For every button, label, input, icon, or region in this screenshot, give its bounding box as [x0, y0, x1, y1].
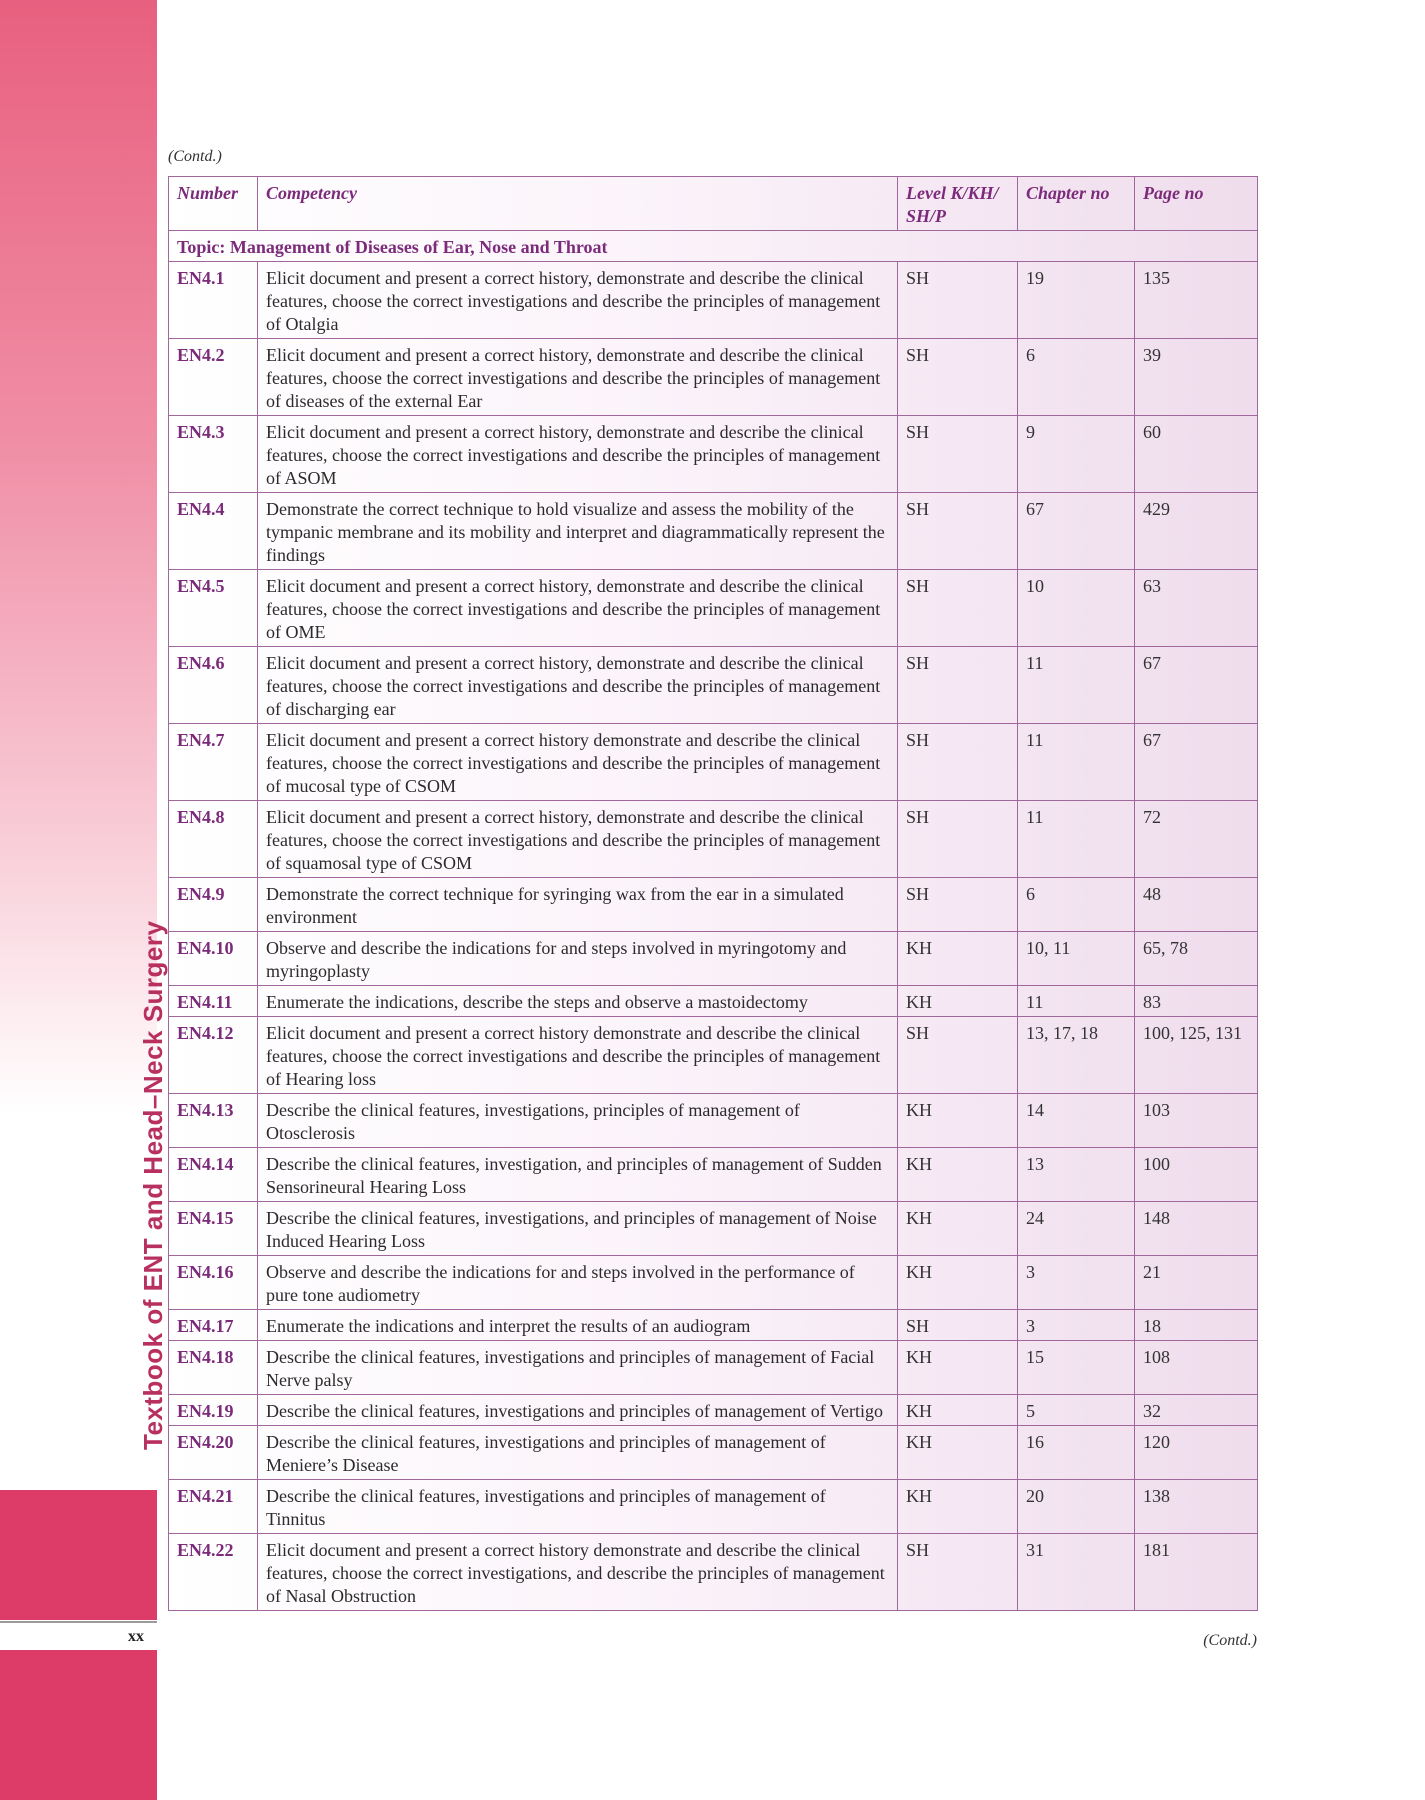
cell-page: 181 — [1135, 1534, 1258, 1611]
cell-page: 100 — [1135, 1148, 1258, 1202]
cell-chapter: 11 — [1018, 801, 1135, 878]
cell-competency: Elicit document and present a correct history demonstrate and describe the clinical features, choose the correct investigations and describe the principles of management of mucosal type of CSOM — [258, 724, 898, 801]
cell-competency: Describe the clinical features, investigations and principles of management of Vertigo — [258, 1395, 898, 1426]
cell-number: EN4.4 — [169, 493, 258, 570]
cell-competency: Describe the clinical features, investigations, principles of management of Otosclerosis — [258, 1094, 898, 1148]
cell-chapter: 20 — [1018, 1480, 1135, 1534]
cell-competency: Describe the clinical features, investigations, and principles of management of Noise Induced Hearing Loss — [258, 1202, 898, 1256]
cell-competency: Demonstrate the correct technique for syringing wax from the ear in a simulated environment — [258, 878, 898, 932]
cell-page: 32 — [1135, 1395, 1258, 1426]
cell-chapter: 5 — [1018, 1395, 1135, 1426]
cell-number: EN4.20 — [169, 1426, 258, 1480]
table-row — [169, 1202, 1258, 1256]
cell-chapter: 10, 11 — [1018, 932, 1135, 986]
book-title-spine: Textbook of ENT and Head–Neck Surgery — [138, 920, 168, 1450]
cell-number: EN4.15 — [169, 1202, 258, 1256]
cell-chapter: 6 — [1018, 339, 1135, 416]
cell-page: 48 — [1135, 878, 1258, 932]
table-row — [169, 1395, 1258, 1426]
topic-row — [169, 231, 1258, 262]
table-row — [169, 1426, 1258, 1480]
table-row — [169, 1148, 1258, 1202]
side-divider — [0, 1621, 157, 1623]
cell-competency: Elicit document and present a correct history, demonstrate and describe the clinical features, choose the correct investigations and describe the principles of management of OME — [258, 570, 898, 647]
continued-label-top: (Contd.) — [168, 148, 222, 165]
cell-number: EN4.19 — [169, 1395, 258, 1426]
table-row — [169, 1094, 1258, 1148]
cell-chapter: 24 — [1018, 1202, 1135, 1256]
page-number: xx — [128, 1628, 144, 1645]
table-row — [169, 339, 1258, 416]
cell-chapter: 11 — [1018, 986, 1135, 1017]
cell-chapter: 3 — [1018, 1310, 1135, 1341]
competency-table — [168, 176, 1258, 1611]
cell-chapter: 11 — [1018, 724, 1135, 801]
cell-page: 72 — [1135, 801, 1258, 878]
cell-page: 65, 78 — [1135, 932, 1258, 986]
cell-level: SH — [898, 647, 1018, 724]
cell-page: 21 — [1135, 1256, 1258, 1310]
cell-level: KH — [898, 1426, 1018, 1480]
cell-number: EN4.13 — [169, 1094, 258, 1148]
side-accent-block — [0, 1490, 157, 1620]
cell-competency: Enumerate the indications and interpret the results of an audiogram — [258, 1310, 898, 1341]
cell-number: EN4.16 — [169, 1256, 258, 1310]
cell-competency: Elicit document and present a correct history, demonstrate and describe the clinical features, choose the correct investigations and describe the principles of management of ASOM — [258, 416, 898, 493]
cell-level: SH — [898, 416, 1018, 493]
cell-level: SH — [898, 878, 1018, 932]
header-competency: Competency — [258, 177, 898, 231]
cell-level: SH — [898, 724, 1018, 801]
cell-competency: Elicit document and present a correct history, demonstrate and describe the clinical features, choose the correct investigations and describe the principles of management of Otalgia — [258, 262, 898, 339]
cell-number: EN4.8 — [169, 801, 258, 878]
header-chapter: Chapter no — [1018, 177, 1135, 231]
cell-level: KH — [898, 1094, 1018, 1148]
table-row — [169, 932, 1258, 986]
cell-chapter: 11 — [1018, 647, 1135, 724]
table-row — [169, 986, 1258, 1017]
cell-page: 138 — [1135, 1480, 1258, 1534]
header-level: Level K/KH/ SH/P — [898, 177, 1018, 231]
cell-chapter: 31 — [1018, 1534, 1135, 1611]
cell-number: EN4.9 — [169, 878, 258, 932]
cell-number: EN4.12 — [169, 1017, 258, 1094]
cell-chapter: 67 — [1018, 493, 1135, 570]
cell-level: SH — [898, 1310, 1018, 1341]
cell-page: 18 — [1135, 1310, 1258, 1341]
cell-competency: Elicit document and present a correct history demonstrate and describe the clinical features, choose the correct investigations and describe the principles of management of Hearing loss — [258, 1017, 898, 1094]
cell-chapter: 9 — [1018, 416, 1135, 493]
cell-chapter: 10 — [1018, 570, 1135, 647]
header-page: Page no — [1135, 177, 1258, 231]
table-row — [169, 647, 1258, 724]
cell-page: 83 — [1135, 986, 1258, 1017]
cell-page: 63 — [1135, 570, 1258, 647]
cell-competency: Enumerate the indications, describe the steps and observe a mastoidectomy — [258, 986, 898, 1017]
cell-chapter: 13 — [1018, 1148, 1135, 1202]
table-row — [169, 1256, 1258, 1310]
cell-page: 60 — [1135, 416, 1258, 493]
cell-page: 67 — [1135, 724, 1258, 801]
cell-chapter: 3 — [1018, 1256, 1135, 1310]
table-row — [169, 262, 1258, 339]
table-row — [169, 1534, 1258, 1611]
table-row — [169, 493, 1258, 570]
cell-level: KH — [898, 932, 1018, 986]
continued-label-bottom: (Contd.) — [1203, 1632, 1257, 1649]
header-number: Number — [169, 177, 258, 231]
cell-number: EN4.14 — [169, 1148, 258, 1202]
cell-chapter: 14 — [1018, 1094, 1135, 1148]
cell-level: SH — [898, 801, 1018, 878]
cell-level: SH — [898, 1534, 1018, 1611]
table-row — [169, 570, 1258, 647]
cell-page: 108 — [1135, 1341, 1258, 1395]
cell-page: 67 — [1135, 647, 1258, 724]
cell-level: KH — [898, 1202, 1018, 1256]
cell-competency: Describe the clinical features, investigation, and principles of management of Sudden Sensorineural Hearing Loss — [258, 1148, 898, 1202]
table-row — [169, 416, 1258, 493]
cell-chapter: 6 — [1018, 878, 1135, 932]
cell-page: 103 — [1135, 1094, 1258, 1148]
cell-competency: Describe the clinical features, investigations and principles of management of Facial Nerve palsy — [258, 1341, 898, 1395]
cell-number: EN4.10 — [169, 932, 258, 986]
side-accent-block-bottom — [0, 1650, 157, 1800]
cell-number: EN4.6 — [169, 647, 258, 724]
cell-number: EN4.1 — [169, 262, 258, 339]
cell-chapter: 19 — [1018, 262, 1135, 339]
cell-number: EN4.11 — [169, 986, 258, 1017]
cell-page: 100, 125, 131 — [1135, 1017, 1258, 1094]
cell-competency: Elicit document and present a correct history, demonstrate and describe the clinical features, choose the correct investigations and describe the principles of management of squamosal type of CSOM — [258, 801, 898, 878]
table-row — [169, 1480, 1258, 1534]
cell-page: 148 — [1135, 1202, 1258, 1256]
cell-competency: Elicit document and present a correct history, demonstrate and describe the clinical features, choose the correct investigations and describe the principles of management of diseases of the external Ear — [258, 339, 898, 416]
cell-chapter: 15 — [1018, 1341, 1135, 1395]
topic-heading: Topic: Management of Diseases of Ear, Nose and Throat — [169, 231, 1258, 262]
cell-chapter: 13, 17, 18 — [1018, 1017, 1135, 1094]
cell-competency: Elicit document and present a correct history, demonstrate and describe the clinical features, choose the correct investigations and describe the principles of management of discharging ear — [258, 647, 898, 724]
cell-level: KH — [898, 1341, 1018, 1395]
cell-page: 429 — [1135, 493, 1258, 570]
table-row — [169, 1341, 1258, 1395]
cell-number: EN4.3 — [169, 416, 258, 493]
table-row — [169, 1017, 1258, 1094]
cell-level: KH — [898, 1395, 1018, 1426]
table-row — [169, 1310, 1258, 1341]
cell-number: EN4.5 — [169, 570, 258, 647]
cell-level: SH — [898, 493, 1018, 570]
table-row — [169, 878, 1258, 932]
cell-level: SH — [898, 262, 1018, 339]
cell-competency: Describe the clinical features, investigations and principles of management of Tinnitus — [258, 1480, 898, 1534]
cell-chapter: 16 — [1018, 1426, 1135, 1480]
table-row — [169, 724, 1258, 801]
cell-number: EN4.7 — [169, 724, 258, 801]
cell-number: EN4.2 — [169, 339, 258, 416]
cell-level: KH — [898, 1480, 1018, 1534]
cell-level: SH — [898, 570, 1018, 647]
cell-number: EN4.21 — [169, 1480, 258, 1534]
cell-number: EN4.17 — [169, 1310, 258, 1341]
cell-level: KH — [898, 1148, 1018, 1202]
cell-level: SH — [898, 339, 1018, 416]
table-row — [169, 801, 1258, 878]
cell-page: 120 — [1135, 1426, 1258, 1480]
table-header-row — [169, 177, 1258, 231]
cell-competency: Demonstrate the correct technique to hold visualize and assess the mobility of the tympanic membrane and its mobility and interpret and diagrammatically represent the findings — [258, 493, 898, 570]
cell-number: EN4.18 — [169, 1341, 258, 1395]
cell-level: KH — [898, 1256, 1018, 1310]
cell-page: 39 — [1135, 339, 1258, 416]
cell-competency: Elicit document and present a correct history demonstrate and describe the clinical features, choose the correct investigations, and describe the principles of management of Nasal Obstruction — [258, 1534, 898, 1611]
cell-level: KH — [898, 986, 1018, 1017]
cell-level: SH — [898, 1017, 1018, 1094]
cell-competency: Describe the clinical features, investigations and principles of management of Meniere’s Disease — [258, 1426, 898, 1480]
cell-competency: Observe and describe the indications for and steps involved in the performance of pure tone audiometry — [258, 1256, 898, 1310]
cell-page: 135 — [1135, 262, 1258, 339]
cell-number: EN4.22 — [169, 1534, 258, 1611]
cell-competency: Observe and describe the indications for and steps involved in myringotomy and myringoplasty — [258, 932, 898, 986]
